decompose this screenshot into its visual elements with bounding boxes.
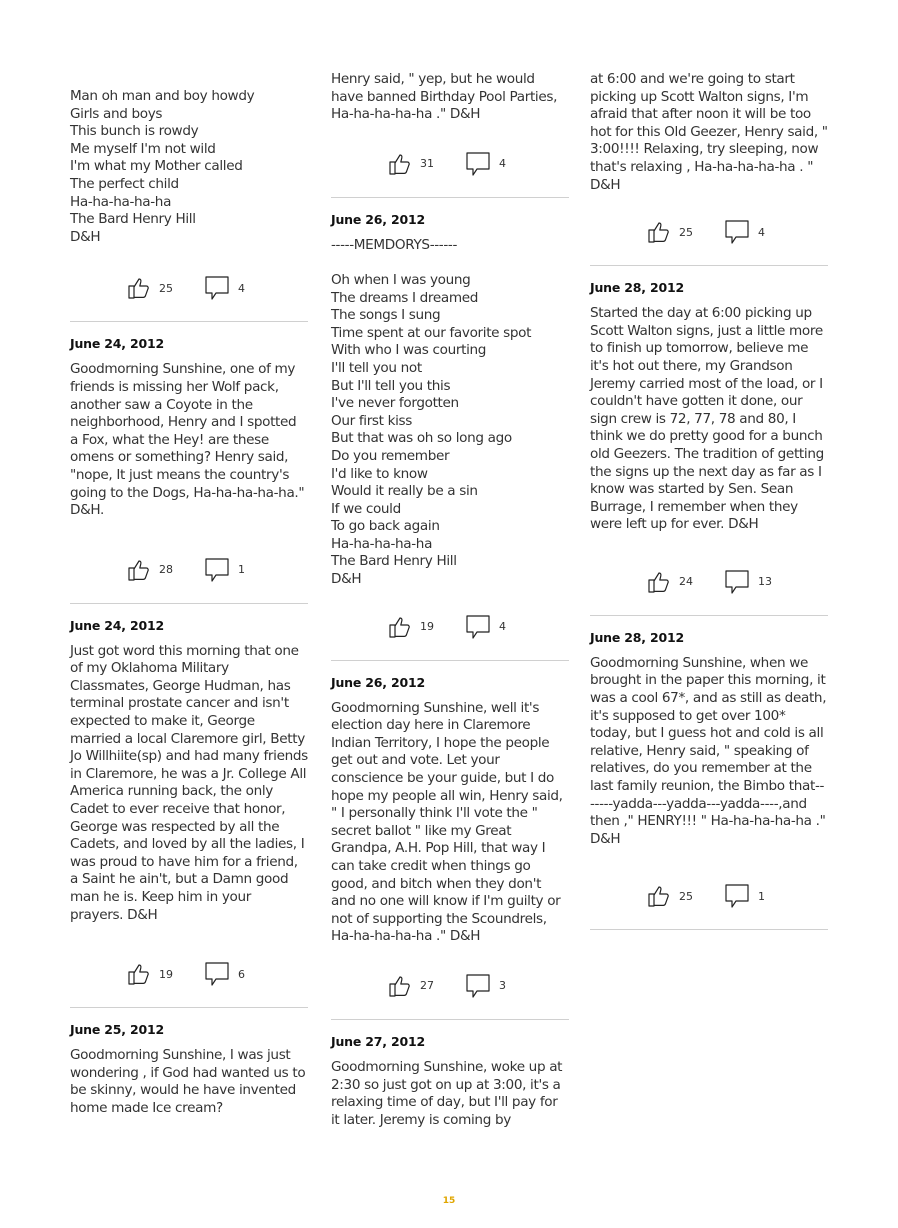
post-body: Henry said, " yep, but he would have banned Birthday Pool Parties, Ha-ha-ha-ha-ha ." D&H — [331, 71, 558, 123]
like-count: 24 — [679, 575, 693, 589]
post-divider — [331, 660, 569, 661]
post-body: at 6:00 and we're going to start picking up Scott Walton signs, I'm afraid that after noon it will be too hot for this Old Geezer, Henry said, " 3:00!!!! Relaxing, try sleeping, now that's relaxing , Ha-ha-ha-ha-ha . " D&H — [590, 71, 828, 193]
speech-bubble-icon — [724, 569, 750, 595]
comment-button[interactable] — [450, 151, 528, 177]
post-divider — [590, 929, 828, 930]
post-body: Goodmorning Sunshine, well it's election day here in Claremore Indian Territory, I hope the people get out and vote. Let your conscience be your guide, but I do hope my people all win, Henry said, " I personally think I'll vote the " secret ballot " like my Great Grandpa, A.H. Pop Hill, that way I can take credit when things go good, and bitch when they don't and no one will know if I'm guilty or not of supporting the Scoundrels, Ha-ha-ha-ha-ha ." D&H — [331, 699, 563, 945]
post-body: Goodmorning Sunshine, woke up at 2:30 so just got on up at 3:00, it's a relaxing time of day, but I'll pay for it later. Jeremy is coming by — [331, 1058, 563, 1128]
comment-button[interactable] — [709, 219, 787, 245]
comment-count: 1 — [758, 889, 765, 903]
comment-count: 4 — [758, 225, 765, 239]
post-body: Just got word this morning that one of my Oklahoma Military Classmates, George Hudman, has terminal prostate cancer and isn't expected to make it, George married a local Claremore girl, Betty Jo Willhiite(sp) and had many friends in Claremore, he was a Jr. College All America running back, the only Cadet to ever receive that honor, George was respected by all the Cadets, and loved by all the ladies, I was proud to have him for a friend, a Saint he ain't, but a Damn good man he is. Keep him in your prayers. D&H — [70, 642, 308, 923]
like-count: 19 — [159, 967, 173, 981]
post-reactions — [590, 562, 828, 602]
post-reactions — [590, 212, 828, 252]
post-divider — [590, 615, 828, 616]
comment-button[interactable] — [450, 973, 528, 999]
post — [590, 280, 828, 616]
speech-bubble-icon — [724, 219, 750, 245]
comment-button[interactable] — [189, 961, 267, 987]
like-button[interactable] — [372, 615, 450, 639]
speech-bubble-icon — [724, 883, 750, 909]
post-date: June 24, 2012 — [70, 617, 164, 633]
thumbs-up-icon — [647, 220, 671, 244]
thumbs-up-icon — [647, 884, 671, 908]
post-divider — [70, 321, 308, 322]
post-body: Started the day at 6:00 picking up Scott Walton signs, just a little more to finish up tomorrow, believe me it's hot out there, my Grandson Jeremy carried most of the load, or I couldn't have gotten it done, our sign crew is 72, 77, 78 and 80, I think we do pretty good for a bunch old Geezers. The tradition of getting the signs up the next day as far as I know was started by Sen. Sean Burrage, I remember when they were left up for ever. D&H — [590, 305, 824, 533]
like-count: 25 — [679, 225, 693, 239]
comment-count: 4 — [499, 157, 506, 171]
post-date: June 28, 2012 — [590, 629, 684, 645]
comment-count: 3 — [499, 979, 506, 993]
like-button[interactable] — [631, 220, 709, 244]
comment-button[interactable] — [189, 557, 267, 583]
post-date: June 27, 2012 — [331, 1033, 425, 1049]
post-divider — [70, 603, 308, 604]
post-reactions — [70, 550, 308, 590]
thumbs-up-icon — [388, 974, 412, 998]
post — [70, 618, 308, 1009]
speech-bubble-icon — [465, 614, 491, 640]
thumbs-up-icon — [388, 152, 412, 176]
like-button[interactable] — [631, 570, 709, 594]
post-divider — [590, 265, 828, 266]
comment-button[interactable] — [709, 883, 787, 909]
post-divider — [331, 197, 569, 198]
post-date: June 24, 2012 — [70, 336, 164, 352]
post-date: June 26, 2012 — [331, 674, 425, 690]
like-count: 19 — [420, 620, 434, 634]
like-button[interactable] — [372, 152, 450, 176]
like-count: 25 — [679, 889, 693, 903]
thumbs-up-icon — [388, 615, 412, 639]
post-reactions — [331, 607, 569, 647]
post-date: June 26, 2012 — [331, 211, 425, 227]
post-body: Goodmorning Sunshine, one of my friends is missing her Wolf pack, another saw a Coyote in the neighborhood, Henry and I spotted a Fox, what the Hey! are these omens or something? Henry said, "nope, It just means the country's going to the Dogs, Ha-ha-ha-ha-ha." D&H. — [70, 361, 305, 519]
comment-button[interactable] — [189, 275, 267, 301]
post-reactions — [331, 144, 569, 184]
like-button[interactable] — [372, 974, 450, 998]
post — [70, 1022, 308, 1117]
thumbs-up-icon — [127, 962, 151, 986]
speech-bubble-icon — [204, 557, 230, 583]
post-date: June 28, 2012 — [590, 280, 684, 296]
column-1 — [70, 88, 308, 1118]
comment-count: 4 — [238, 281, 245, 295]
post — [70, 88, 308, 322]
post-date: June 25, 2012 — [70, 1022, 164, 1038]
comment-count: 4 — [499, 620, 506, 634]
thumbs-up-icon — [127, 276, 151, 300]
post-divider — [70, 1007, 308, 1008]
like-button[interactable] — [111, 962, 189, 986]
post-reactions — [70, 268, 308, 308]
post — [590, 71, 828, 266]
post-body: Man oh man and boy howdy Girls and boys This bunch is rowdy Me myself I'm not wild I'm what my Mother called The perfect child Ha-ha-ha-ha-ha The Bard Henry Hill D&H — [70, 88, 255, 245]
speech-bubble-icon — [465, 973, 491, 999]
post — [331, 212, 569, 661]
comment-count: 13 — [758, 575, 772, 589]
like-button[interactable] — [631, 884, 709, 908]
post — [331, 675, 569, 1020]
comment-count: 6 — [238, 967, 245, 981]
post — [331, 71, 569, 198]
post — [590, 630, 828, 931]
like-count: 31 — [420, 157, 434, 171]
column-3 — [590, 71, 828, 944]
like-button[interactable] — [111, 276, 189, 300]
like-count: 27 — [420, 979, 434, 993]
speech-bubble-icon — [465, 151, 491, 177]
column-2 — [331, 71, 569, 1129]
post-body: Goodmorning Sunshine, when we brought in the paper this morning, it was a cool 67*, and as still as death, it's supposed to get over 100* today, but I guess hot and cold is all relative, Henry said, " speaking of relatives, do you remember at the last family reunion, the Bimbo that-------yadda---yadda---yadda----,and then ," HENRY!!! " Ha-ha-ha-ha-ha ." D&H — [590, 654, 827, 847]
like-count: 25 — [159, 281, 173, 295]
comment-count: 1 — [238, 563, 245, 577]
post — [70, 336, 308, 603]
thumbs-up-icon — [127, 558, 151, 582]
like-count: 28 — [159, 563, 173, 577]
speech-bubble-icon — [204, 961, 230, 987]
comment-button[interactable] — [450, 614, 528, 640]
page-number: 15 — [442, 1196, 456, 1206]
post-body: Goodmorning Sunshine, I was just wondering , if God had wanted us to be skinny, would he have invented home made Ice cream? — [70, 1047, 306, 1116]
speech-bubble-icon — [204, 275, 230, 301]
post-body: -----MEMDORYS------ Oh when I was young The dreams I dreamed The songs I sung Time spent at our favorite spot With who I was courting I'll tell you not But I'll tell you this I've never forgotten Our first kiss But that was oh so long ago Do you remember I'd like to know Would it really be a sin If we could To go back again Ha-ha-ha-ha-ha The Bard Henry Hill D&H — [331, 236, 532, 588]
comment-button[interactable] — [709, 569, 787, 595]
post-reactions — [590, 876, 828, 916]
post-reactions — [331, 966, 569, 1006]
post-divider — [331, 1019, 569, 1020]
thumbs-up-icon — [647, 570, 671, 594]
like-button[interactable] — [111, 558, 189, 582]
post — [331, 1034, 569, 1129]
post-reactions — [70, 954, 308, 994]
